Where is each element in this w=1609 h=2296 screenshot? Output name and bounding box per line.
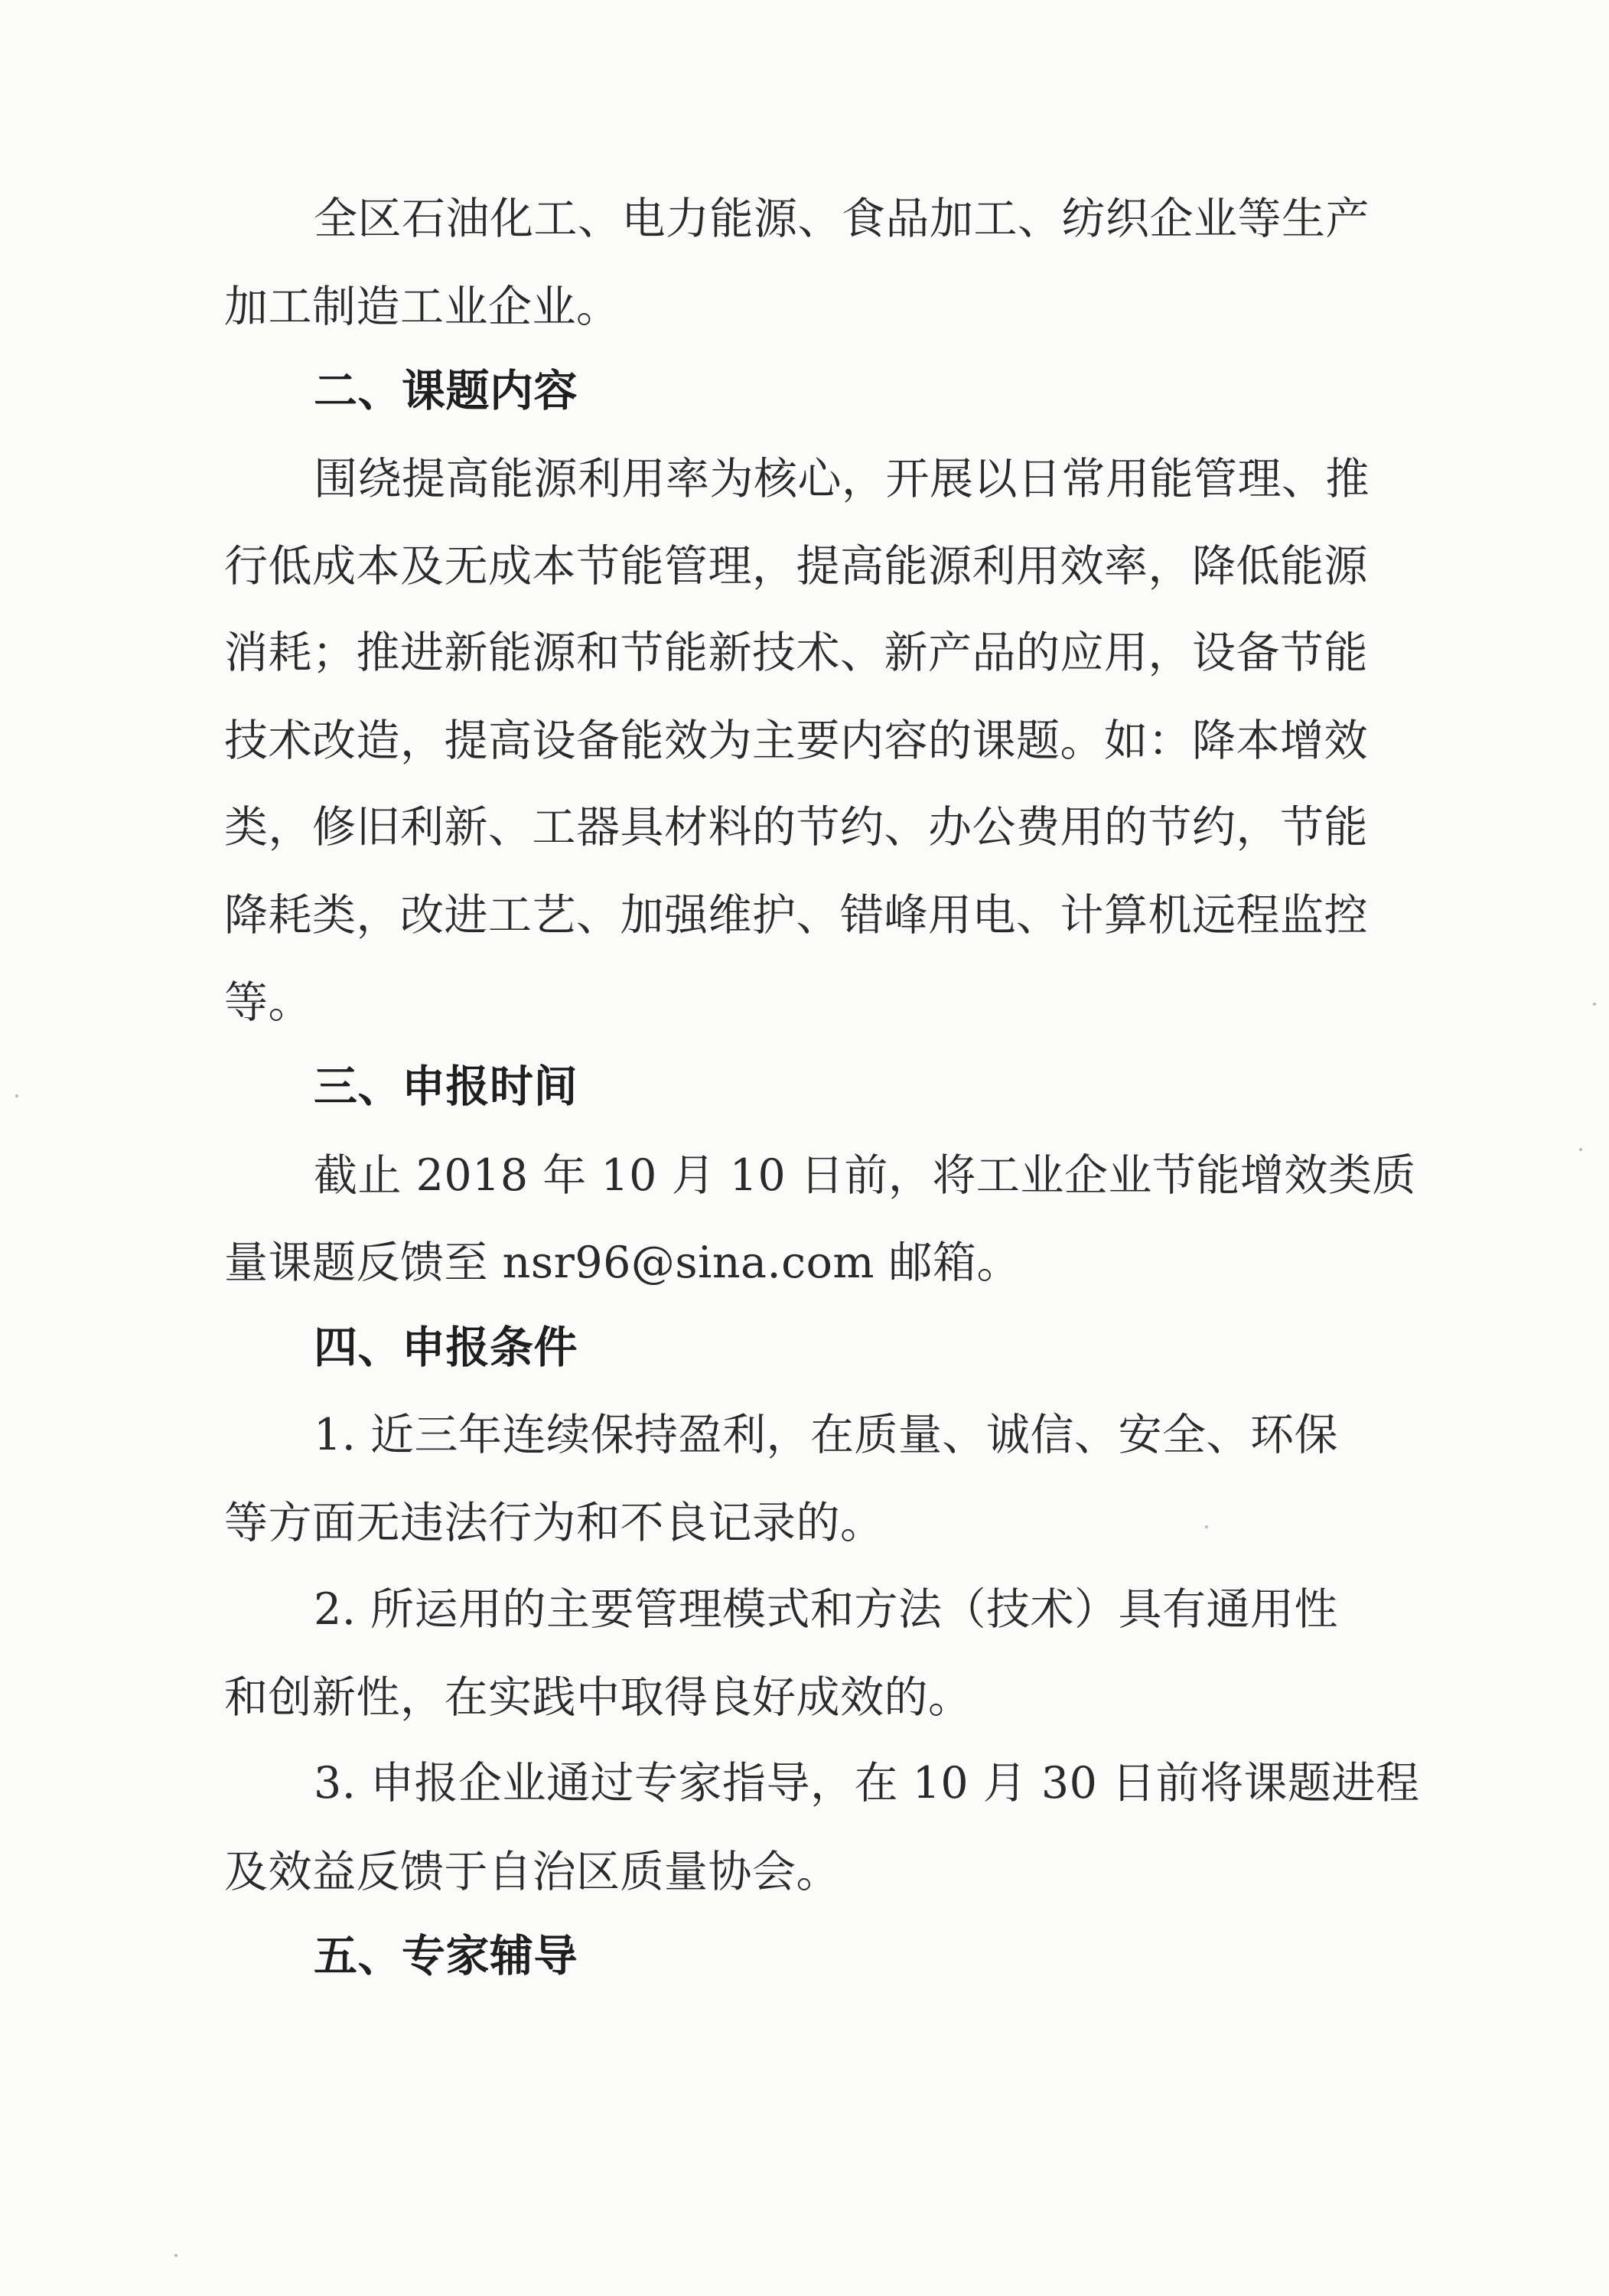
- body-line: 类，修旧利新、工器具材料的节约、办公费用的节约，节能: [224, 802, 1368, 853]
- scan-speck: [1205, 1525, 1208, 1528]
- body-line: 等。: [224, 977, 312, 1028]
- scan-speck: [1593, 1003, 1596, 1006]
- section-heading: 四、申报条件: [314, 1322, 578, 1373]
- body-line: 消耗；推进新能源和节能新技术、新产品的应用，设备节能: [224, 628, 1368, 678]
- body-line: 2. 所运用的主要管理模式和方法（技术）具有通用性: [314, 1584, 1339, 1635]
- scan-speck: [174, 2254, 178, 2257]
- section-heading: 三、申报时间: [314, 1062, 578, 1112]
- body-line: 全区石油化工、电力能源、食品加工、纺织企业等生产: [314, 194, 1370, 244]
- body-line: 3. 申报企业通过专家指导，在 10 月 30 日前将课题进程: [314, 1758, 1420, 1808]
- scan-speck: [15, 1094, 18, 1097]
- body-line: 量课题反馈至 nsr96@sina.com 邮箱。: [224, 1238, 1021, 1288]
- body-line: 加工制造工业企业。: [224, 282, 620, 332]
- body-line: 和创新性，在实践中取得良好成效的。: [224, 1672, 972, 1723]
- body-line: 行低成本及无成本节能管理，提高能源利用效率，降低能源: [224, 541, 1368, 592]
- section-heading: 五、专家辅导: [314, 1931, 578, 1981]
- body-line: 等方面无违法行为和不良记录的。: [224, 1498, 884, 1548]
- body-line: 技术改造，提高设备能效为主要内容的课题。如：降本增效: [224, 716, 1368, 766]
- section-heading: 二、课题内容: [314, 366, 578, 416]
- body-line: 1. 近三年连续保持盈利，在质量、诚信、安全、环保: [314, 1410, 1339, 1460]
- scan-speck: [1579, 1148, 1582, 1151]
- body-line: 截止 2018 年 10 月 10 日前，将工业企业节能增效类质: [314, 1150, 1416, 1201]
- body-line: 降耗类，改进工艺、加强维护、错峰用电、计算机远程监控: [224, 890, 1368, 941]
- body-line: 围绕提高能源利用率为核心，开展以日常用能管理、推: [314, 454, 1370, 504]
- body-line: 及效益反馈于自治区质量协会。: [224, 1847, 840, 1897]
